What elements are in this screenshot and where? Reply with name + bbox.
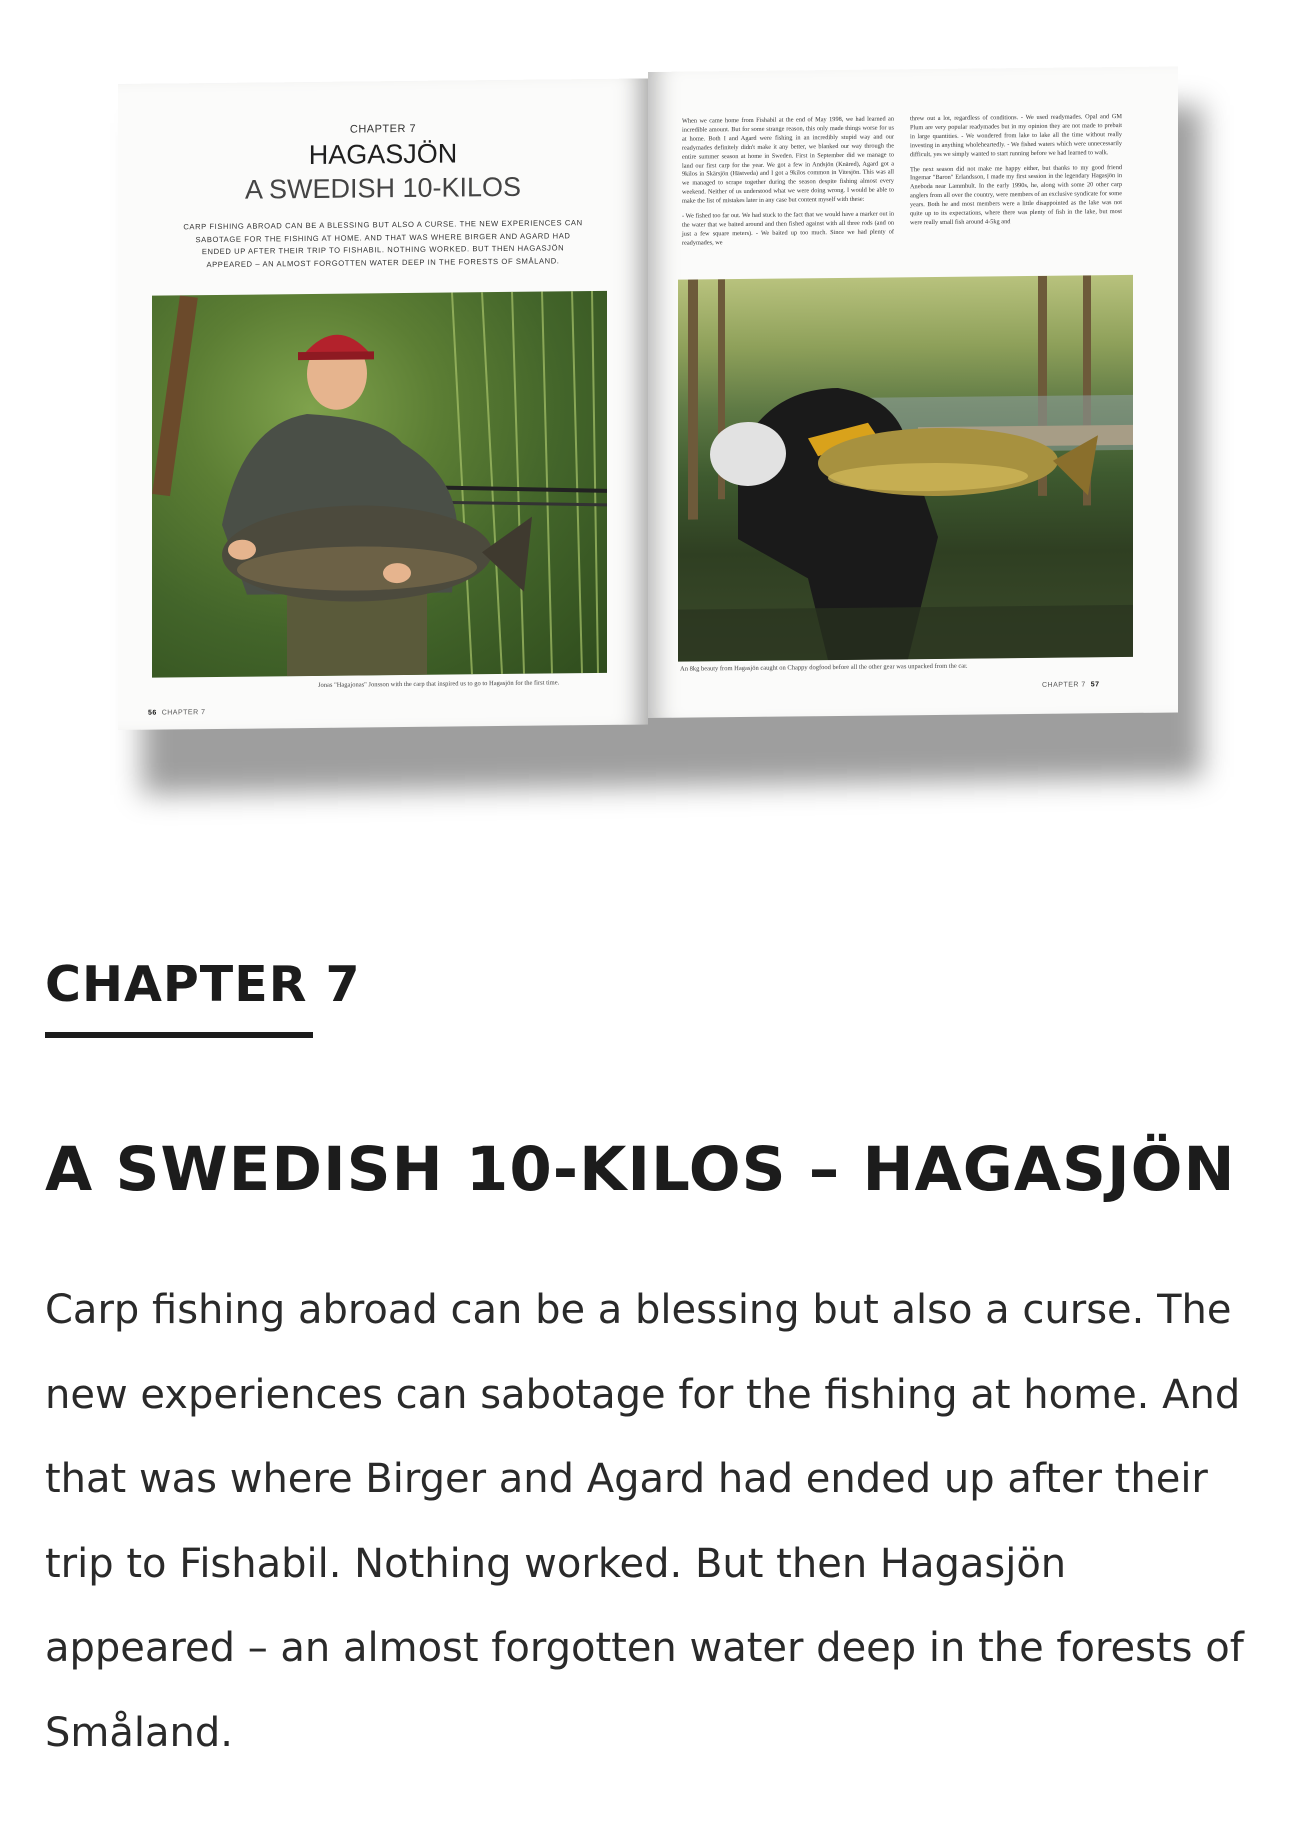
photo-man-with-carp (678, 275, 1133, 662)
right-page-column-1 (682, 115, 894, 254)
left-photo-caption: Jonas "Hagajonas" Jonsson with the carp that inspired us to go to Hagasjön for the first time. (318, 679, 560, 689)
left-page-folio-label: CHAPTER 7 (161, 709, 206, 717)
left-page-folio (148, 709, 205, 717)
left-page-lead: CARP FISHING ABROAD CAN BE A BLESSING BUT ALSO A CURSE. THE NEW EXPERIENCES CAN SABOTAGE FOR THE FISHING AT HOME. AND THAT WAS WHERE BIRGER AND AGARD HAD ENDED UP AFTER THEIR TRIP TO FISHABIL. NOTHING WORKED. BUT THEN HAGASJÖN APPEARED – AN ALMOST FORGOTTEN WATER DEEP IN THE FORESTS OF SMÅLAND. (183, 218, 583, 269)
left-page-subtitle: A SWEDISH 10-KILOS (244, 171, 522, 205)
right-photo-caption: An 8kg beauty from Hagasjön caught on Chappy dogfood before all the other gear was unpacked from the car. (680, 662, 968, 673)
right-page-folio (1042, 681, 1099, 689)
article-body: Carp fishing abroad can be a blessing but also a curse. The new experiences can sabotage for the fishing at home. And that was where Birger and Agard had ended up after their trip to Fishabil. Nothing worked. But then Hagasjön appeared – an almost forgotten water deep in the forests of Småland. (45, 1287, 1244, 1756)
boy-with-carp-illustration (152, 291, 607, 678)
left-page-kicker: CHAPTER 7 (349, 122, 417, 136)
chapter-underline (45, 1032, 313, 1038)
right-page-col2-para2: The next season did not make me happy either, but thanks to my good friend Ingemar "Baron" Erlandsson, I made my first session in the legendary Hagasjön in Aneboda near Lammhult. In the early 1990s, he, along with some 20 other carp anglers from all over the country, were members of an exclusive syndicate for some years. Both he and most members were a little disappointed as the lake was not quite up to its expectations, where there was plenty of fish in the lake, but most were really small fish around 4-5kg and (910, 163, 1122, 227)
left-page-number: 56 (148, 709, 157, 717)
left-page (118, 78, 648, 730)
right-page (648, 66, 1178, 718)
right-page-folio-label: CHAPTER 7 (1042, 681, 1086, 689)
right-page-col1-para2: - We fished too far out. We had stuck to the fact that we would have a marker out in the water that we baited around and then fished against with all three rods (and on just a few square meters). - We baited up too much. Since we had plenty of readymades, we (682, 210, 894, 247)
article-headline: A SWEDISH 10-KILOS – HAGASJÖN (45, 1134, 1236, 1205)
man-with-carp-illustration (678, 275, 1133, 662)
right-page-number: 57 (1090, 681, 1100, 689)
photo-boy-with-carp (152, 291, 607, 678)
right-page-column-2 (910, 113, 1122, 234)
right-page-col2-para1: threw out a lot, regardless of conditions. - We used readymades. Opal and GM Plum are very popular readymades but in my opinion they are not made to prebait in large quantities. - We wondered from lake to lake all the time without really investing in anything wholeheartedly. - We fished waters which were unnecessarily difficult, yes we simply wanted to start running before we had learned to walk. (910, 113, 1122, 158)
left-page-title: HAGASJÖN (308, 138, 458, 171)
chapter-label: CHAPTER 7 (45, 956, 361, 1013)
book-spread-image (108, 62, 1178, 762)
right-page-col1-para1: When we came home from Fishabil at the end of May 1998, we had learned an incredible amount. But for some strange reason, this only made things worse for us at home. Both I and Agard were fishing in an incredibly stupid way and our readymades definitely didn't make it any better, we blanked our way through the entire summer season at home in Sweden. First in September did we manage to land our first carp for the year. We got a few in Andsjön (Knäred), Agard got a 9kilos in Skärsjön (Hästveda) and I got a 9kilos common in Vitesjön. This was all we managed to scrape together during the season despite fishing almost every weekend. Neither of us understood what we were doing wrong. I would be able to make the list of mistakes later in any case but content myself with these: (682, 115, 894, 205)
